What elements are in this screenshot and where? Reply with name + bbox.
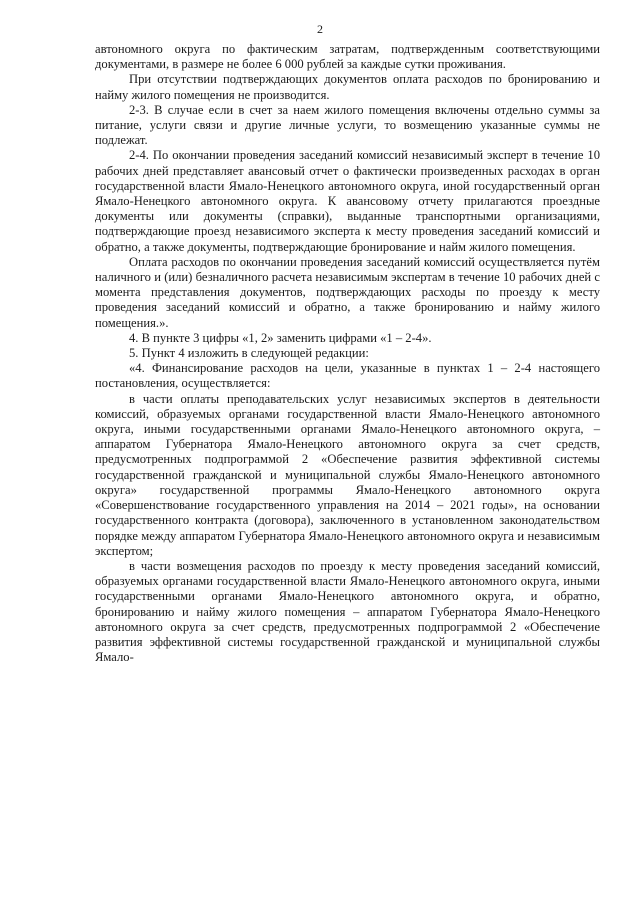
paragraph-item-4: 4. В пункте 3 цифры «1, 2» заменить цифрами «1 – 2-4». [129, 330, 432, 345]
paragraph-travel-reimbursement: в части возмещения расходов по проезду к месту проведения заседаний комиссий, образуемых органами государственной власти Ямало-Ненецкого автономного округа, иными государственными органами Ямало-Ненецкого автономного округа, и обратно, бронированию и найму жилого помещения – аппаратом Губернатора Ямало-Ненецкого автономного округа за счет средств, предусмотренных подпрограммой 2 «Обеспечение развития эффективной системы государственной гражданской и муниципальной службы Ямало- [95, 558, 600, 665]
document-body [95, 42, 600, 665]
paragraph-continuation: автономного округа по фактическим затратам, подтвержденным соответствующими документами, в размере не более 6 000 рублей за каждые сутки проживания. [95, 42, 600, 72]
paragraph-clause-2-3: 2-3. В случае если в счет за наем жилого помещения включены отдельно суммы за питание, услуги связи и другие личные услуги, то возмещению указанные суммы не подлежат. [95, 102, 600, 148]
paragraph-item-5: 5. Пункт 4 изложить в следующей редакции: [129, 346, 369, 361]
paragraph-clause-2-4: 2-4. По окончании проведения заседаний комиссий независимый эксперт в течение 10 рабочих дней представляет авансовый отчет о фактически произведенных расходах в орган государственной власти Ямало-Ненецкого автономного округа, иной государственный орган Ямало-Ненецкого автономного округа. К авансовому отчету прилагаются проездные документы или документы (справки), выданные транспортными организациями, подтверждающие проезд независимого эксперта к месту проведения заседаний комиссий и обратно, а также документы, подтверждающие бронирование и найм жилого помещения. [95, 148, 600, 254]
paragraph-financing: «4. Финансирование расходов на цели, указанные в пунктах 1 – 2-4 настоящего постановления, осуществляется: [95, 361, 600, 391]
paragraph-no-documents: При отсутствии подтверждающих документов оплата расходов по бронированию и найму жилого помещения не производится. [95, 72, 600, 102]
page-number: 2 [317, 22, 323, 36]
paragraph-teaching-services: в части оплаты преподавательских услуг независимых экспертов в деятельности комиссий, образуемых органами государственной власти Ямало-Ненецкого автономного округа, иными государственными органами Ямало-Ненецкого автономного округа, – аппаратом Губернатора Ямало-Ненецкого автономного округа за счет средств, предусмотренных подпрограммой 2 «Обеспечение развития эффективной системы государственной гражданской и муниципальной службы Ямало-Ненецкого автономного округа» государственной программы Ямало-Ненецкого автономного округа «Совершенствование государственного управления на 2014 – 2021 годы», на основании государственного контракта (договора), заключенного в установленном законодательством порядке между аппаратом Губернатора Ямало-Ненецкого автономного округа и независимым экспертом; [95, 391, 600, 558]
paragraph-payment-expenses: Оплата расходов по окончании проведения заседаний комиссий осуществляется путём наличного и (или) безналичного расчета независимым экспертам в течение 10 рабочих дней с момента представления документов, подтверждающих расходы по проезду к месту проведения заседаний комиссий и обратно, а также бронированию и найму жилого помещения.». [95, 254, 600, 330]
